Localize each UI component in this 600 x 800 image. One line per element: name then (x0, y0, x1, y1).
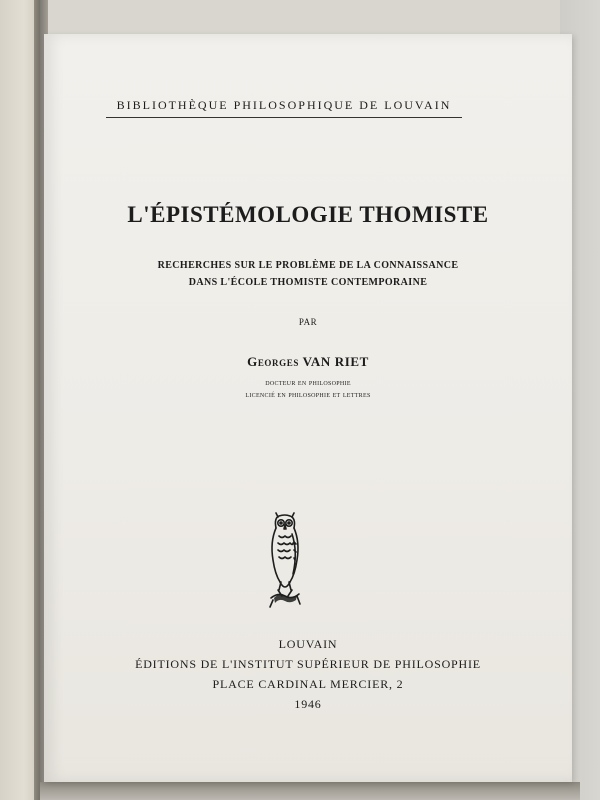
imprint-publisher: ÉDITIONS DE L'INSTITUT SUPÉRIEUR DE PHILOSOPHIE (135, 657, 481, 671)
author-first-name: Georges (247, 354, 299, 369)
book-title: L'ÉPISTÉMOLOGIE THOMISTE (127, 202, 489, 227)
qualification-line-2: licencié en philosophie et lettres (245, 390, 371, 399)
book-subtitle (44, 257, 572, 291)
qualification-line-1: docteur en philosophie (265, 378, 351, 387)
page-bottom-edge (40, 782, 580, 800)
title-page (44, 34, 572, 782)
owl-emblem-icon (266, 512, 304, 610)
imprint (44, 634, 572, 714)
by-label: PAR (298, 317, 318, 327)
imprint-year: 1946 (294, 697, 322, 711)
series-name: BIBLIOTHÈQUE PHILOSOPHIQUE DE LOUVAIN (106, 98, 462, 118)
imprint-address: PLACE CARDINAL MERCIER, 2 (212, 677, 404, 691)
subtitle-line-1: RECHERCHES SUR LE PROBLÈME DE LA CONNAISSANCE (157, 260, 459, 271)
author-qualifications (44, 377, 572, 401)
imprint-city: LOUVAIN (278, 637, 338, 651)
subtitle-line-2: DANS L'ÉCOLE THOMISTE CONTEMPORAINE (188, 277, 428, 288)
author-name (44, 354, 572, 370)
author-last-name: VAN RIET (302, 354, 369, 369)
